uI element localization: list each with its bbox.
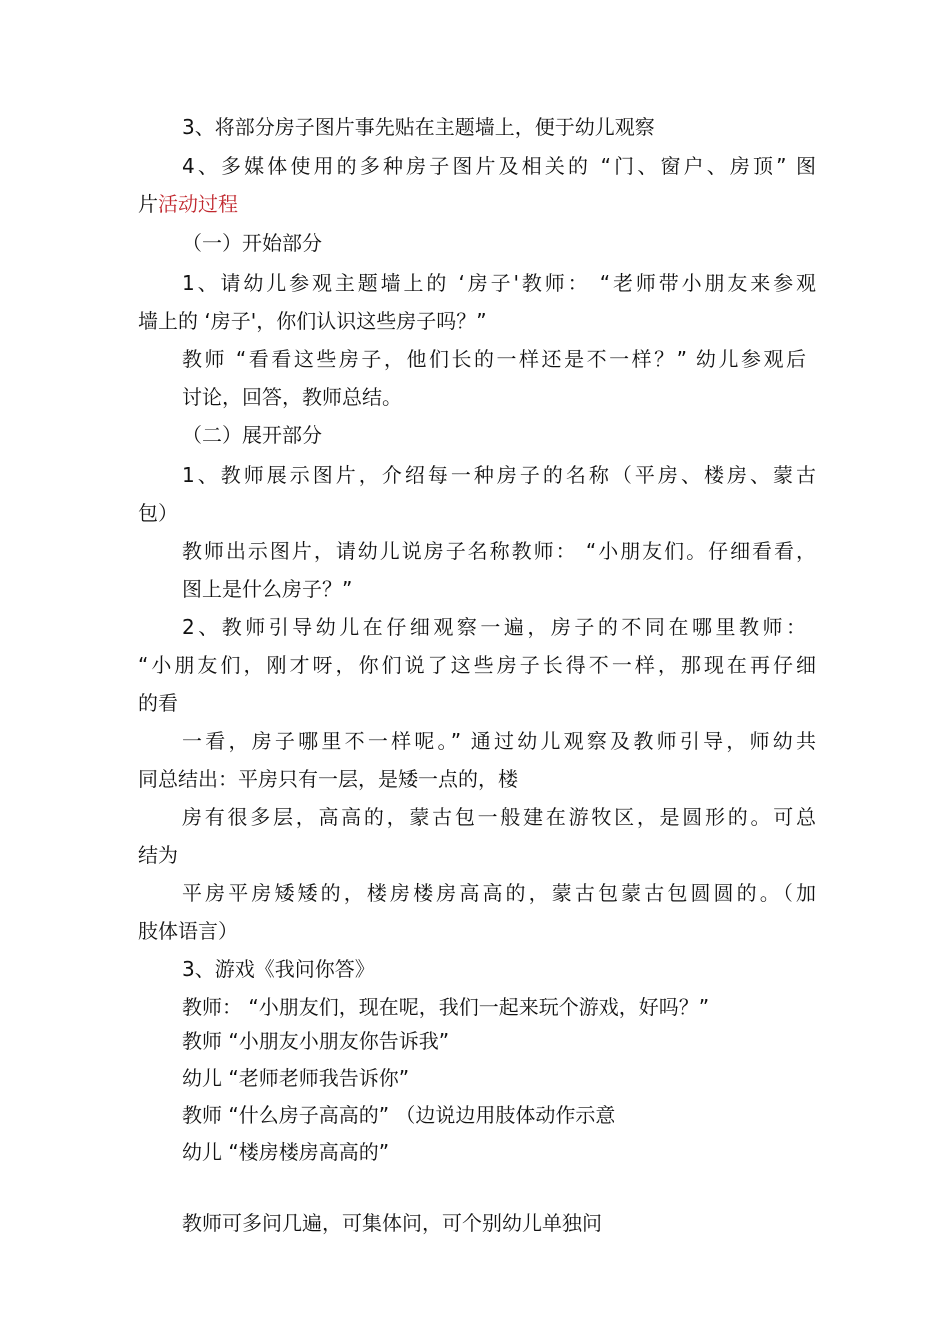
paragraph-line: 结为 bbox=[138, 843, 178, 867]
paragraph-line: 肢体语言） bbox=[138, 919, 238, 943]
paragraph-line: 1、教师展示图片，介绍每一种房子的名称（平房、楼房、蒙古 bbox=[182, 463, 816, 487]
paragraph-line: 2、教师引导幼儿在仔细观察一遍，房子的不同在哪里教师： bbox=[182, 615, 806, 639]
paragraph-line: 1、请幼儿参观主题墙上的 ‘房子'教师： “老师带小朋友来参观 bbox=[182, 271, 816, 295]
paragraph-line bbox=[138, 185, 238, 223]
dialogue-line: 教师： “小朋友们，现在呢，我们一起来玩个游戏，好吗？” bbox=[182, 995, 710, 1019]
paragraph-line: 平房平房矮矮的，楼房楼房高高的，蒙古包蒙古包圆圆的。（加 bbox=[182, 881, 816, 905]
paragraph-line: 同总结出：平房只有一层，是矮一点的，楼 bbox=[138, 767, 518, 791]
paragraph-line: “小朋友们，刚才呀，你们说了这些房子长得不一样，那现在再仔细 bbox=[138, 653, 816, 677]
subsection-heading: 3、游戏《我问你答》 bbox=[182, 957, 375, 981]
paragraph-line: 一看，房子哪里不一样呢。” 通过幼儿观察及教师引导，师幼共 bbox=[182, 729, 816, 753]
dialogue-line: 幼儿 “老师老师我告诉你” bbox=[182, 1066, 410, 1090]
paragraph-line: 包） bbox=[138, 501, 178, 525]
dialogue-line: 教师 “什么房子高高的” （边说边用肢体动作示意 bbox=[182, 1103, 616, 1127]
paragraph-line: 教师 “看看这些房子，他们长的一样还是不一样？” 幼儿参观后 bbox=[182, 347, 806, 371]
paragraph-line: 图上是什么房子？” bbox=[182, 577, 353, 601]
dialogue-line: 幼儿 “楼房楼房高高的” bbox=[182, 1140, 390, 1164]
subsection-heading: （二）展开部分 bbox=[182, 423, 322, 447]
paragraph-line: 墙上的 ‘房子'，你们认识这些房子吗？” bbox=[138, 309, 487, 333]
paragraph-line: 教师可多问几遍，可集体问，可个别幼儿单独问 bbox=[182, 1211, 602, 1235]
paragraph-line: 4、多媒体使用的多种房子图片及相关的 “门、窗户、房顶” 图 bbox=[182, 154, 816, 178]
paragraph-line: 3、将部分房子图片事先贴在主题墙上，便于幼儿观察 bbox=[182, 115, 655, 139]
paragraph-line: 的看 bbox=[138, 691, 178, 715]
dialogue-line: 教师 “小朋友小朋友你告诉我” bbox=[182, 1029, 450, 1053]
section-heading: 活动过程 bbox=[158, 192, 238, 216]
paragraph-text: 片 bbox=[138, 192, 158, 216]
paragraph-line: 房有很多层，高高的，蒙古包一般建在游牧区，是圆形的。可总 bbox=[182, 805, 816, 829]
subsection-heading: （一）开始部分 bbox=[182, 231, 322, 255]
paragraph-line: 讨论，回答，教师总结。 bbox=[182, 385, 402, 409]
paragraph-line: 教师出示图片，请幼儿说房子名称教师： “小朋友们。仔细看看， bbox=[182, 539, 816, 563]
